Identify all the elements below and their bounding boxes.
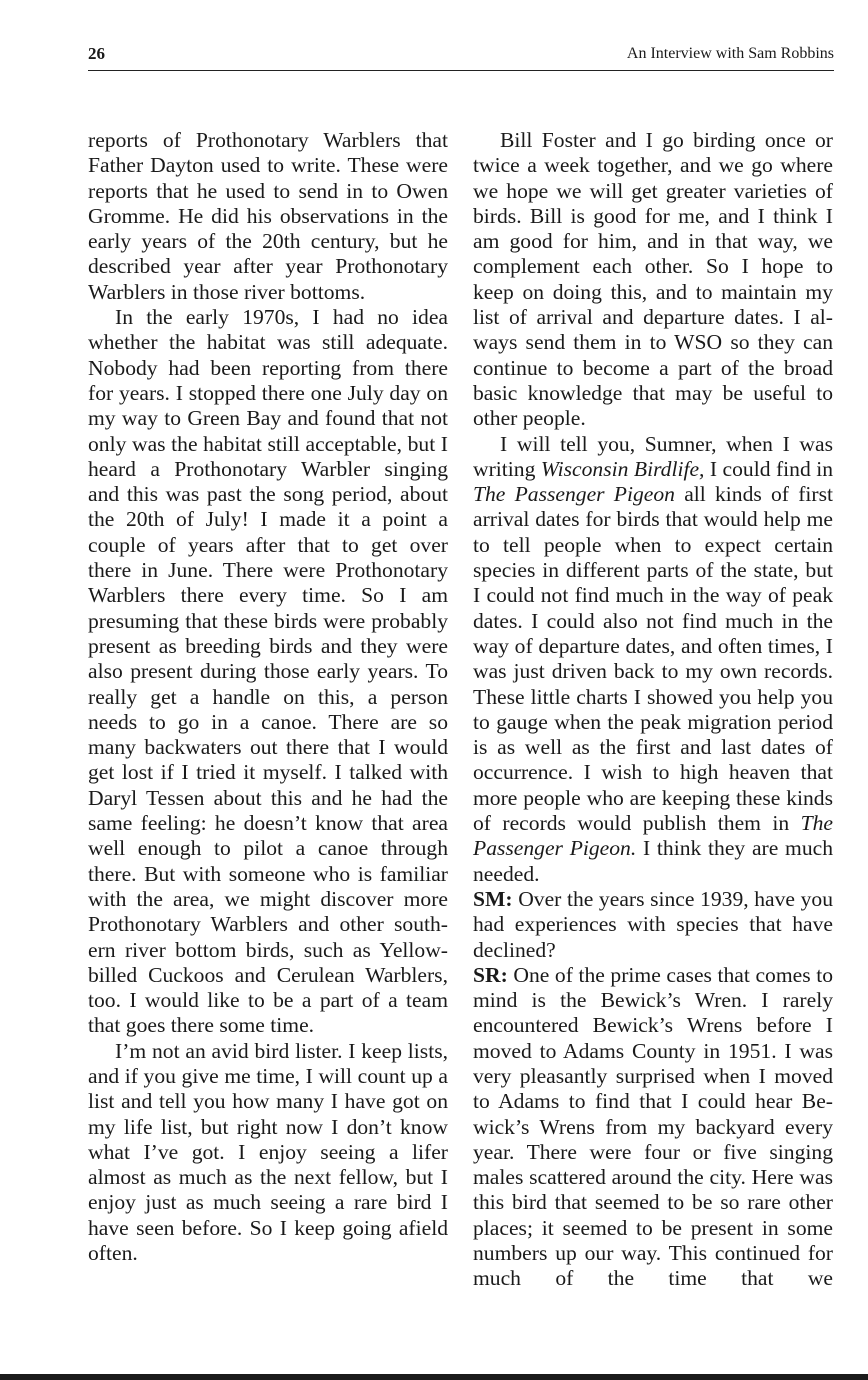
- paragraph-text: all kinds of first arrival dates for birds that would help me to tell people when to expect certain species in different parts of the state, but I could not find much in the way of peak dates. I could also not find much in the way of departure dates, and often times, I was just driven back to my own records. These little charts I showed you help you to gauge when the peak migration period is as well as the first and last dates of occurrence. I wish to high heaven that more people who are keeping these kinds of records would publish them in: [473, 482, 834, 836]
- right-paragraph-1: Bill Foster and I go birding once or twice a week together, and we go where we hope we will get greater varieties of birds. Bill is good for me, and I think I am good for him, and in that way, we complement each other. So I hope to keep on doing this, and to maintain my list of arrival and departure dates. I always send them in to WSO so they can continue to become a part of the broad basic knowledge that may be useful to other people.: [473, 128, 833, 431]
- answer-text: One of the prime cases that comes to mind is the Bewick’s Wren. I rarely encountered Bewick’s Wrens before I moved to Adams County in 1951. I was very pleasantly surprised when I moved to Adams to find that I could hear Bewick’s Wrens from my backyard every year. There were four or five singing males scattered around the city. Here was this bird that seemed to be so rare other places; it seemed to be present in some numbers up our way. This continued for much of the time that we: [473, 962, 833, 1291]
- left-paragraph-1: reports of Prothonotary Warblers that Father Dayton used to write. These were reports that he used to send in to Owen Gromme. He did his observations in the early years of the 20th century, but he described year after year Prothonotary Warblers in those river bottoms.: [88, 128, 448, 304]
- page-bottom-edge: [0, 1374, 868, 1380]
- journal-title-passenger-pigeon: The Passenger Pigeon: [473, 482, 675, 507]
- right-paragraph-2: [473, 432, 833, 887]
- paragraph-text: I think they are much needed.: [473, 836, 834, 886]
- left-paragraph-3: I’m not an avid bird lister. I keep lists, and if you give me time, I will count up a list and tell you how many I have got on my life list, but right now I don’t know what I’ve got. I enjoy seeing a lifer almost as much as the next fellow, but I enjoy just as much seeing a rare bird I have seen before. So I keep going afield often.: [88, 1038, 448, 1266]
- right-column: [473, 128, 833, 1292]
- book-title-wisconsin-birdlife: Wisconsin Birdlife,: [540, 456, 705, 481]
- question-paragraph: [473, 887, 833, 963]
- left-paragraph-2: In the early 1970s, I had no idea whether the habitat was still adequate. Nobody had been reporting from there for years. I stopped there one July day on my way to Green Bay and found that not only was the habitat still acceptable, but I heard a Prothonotary Warbler singing and this was past the song period, about the 20th of July! I made it a point a couple of years after that to get over there in June. There were Prothonotary Warblers there every time. So I am presuming that these birds were probably present as breeding birds and they were also present during those early years. To really get a handle on this, a person needs to go in a canoe. There are so many backwaters out there that I would get lost if I tried it myself. I talked with Daryl Tessen about this and he had the same feeling: he doesn’t know that area well enough to pilot a canoe through there. But with someone who is familiar with the area, we might discover more Prothonotary Warblers and other southern river bottom birds, such as Yellow-billed Cuckoos and Cerulean Warblers, too. I would like to be a part of a team that goes there some time.: [88, 305, 448, 1038]
- page-number: 26: [88, 44, 105, 63]
- speaker-label-sm: SM:: [473, 886, 513, 911]
- journal-title-passenger-pigeon-2: The Passenger Pigeon.: [473, 811, 833, 861]
- running-head: An Interview with Sam Robbins: [626, 45, 834, 62]
- question-text: Over the years since 1939, have you had experiences with species that have declined?: [473, 886, 833, 962]
- answer-paragraph: [473, 963, 833, 1292]
- speaker-label-sr: SR:: [473, 962, 508, 987]
- left-column: [88, 128, 448, 1266]
- paragraph-text: I will tell you, Sumner, when I was writing: [473, 431, 833, 481]
- page-header: [88, 44, 834, 71]
- paragraph-text: I could find in: [704, 456, 834, 481]
